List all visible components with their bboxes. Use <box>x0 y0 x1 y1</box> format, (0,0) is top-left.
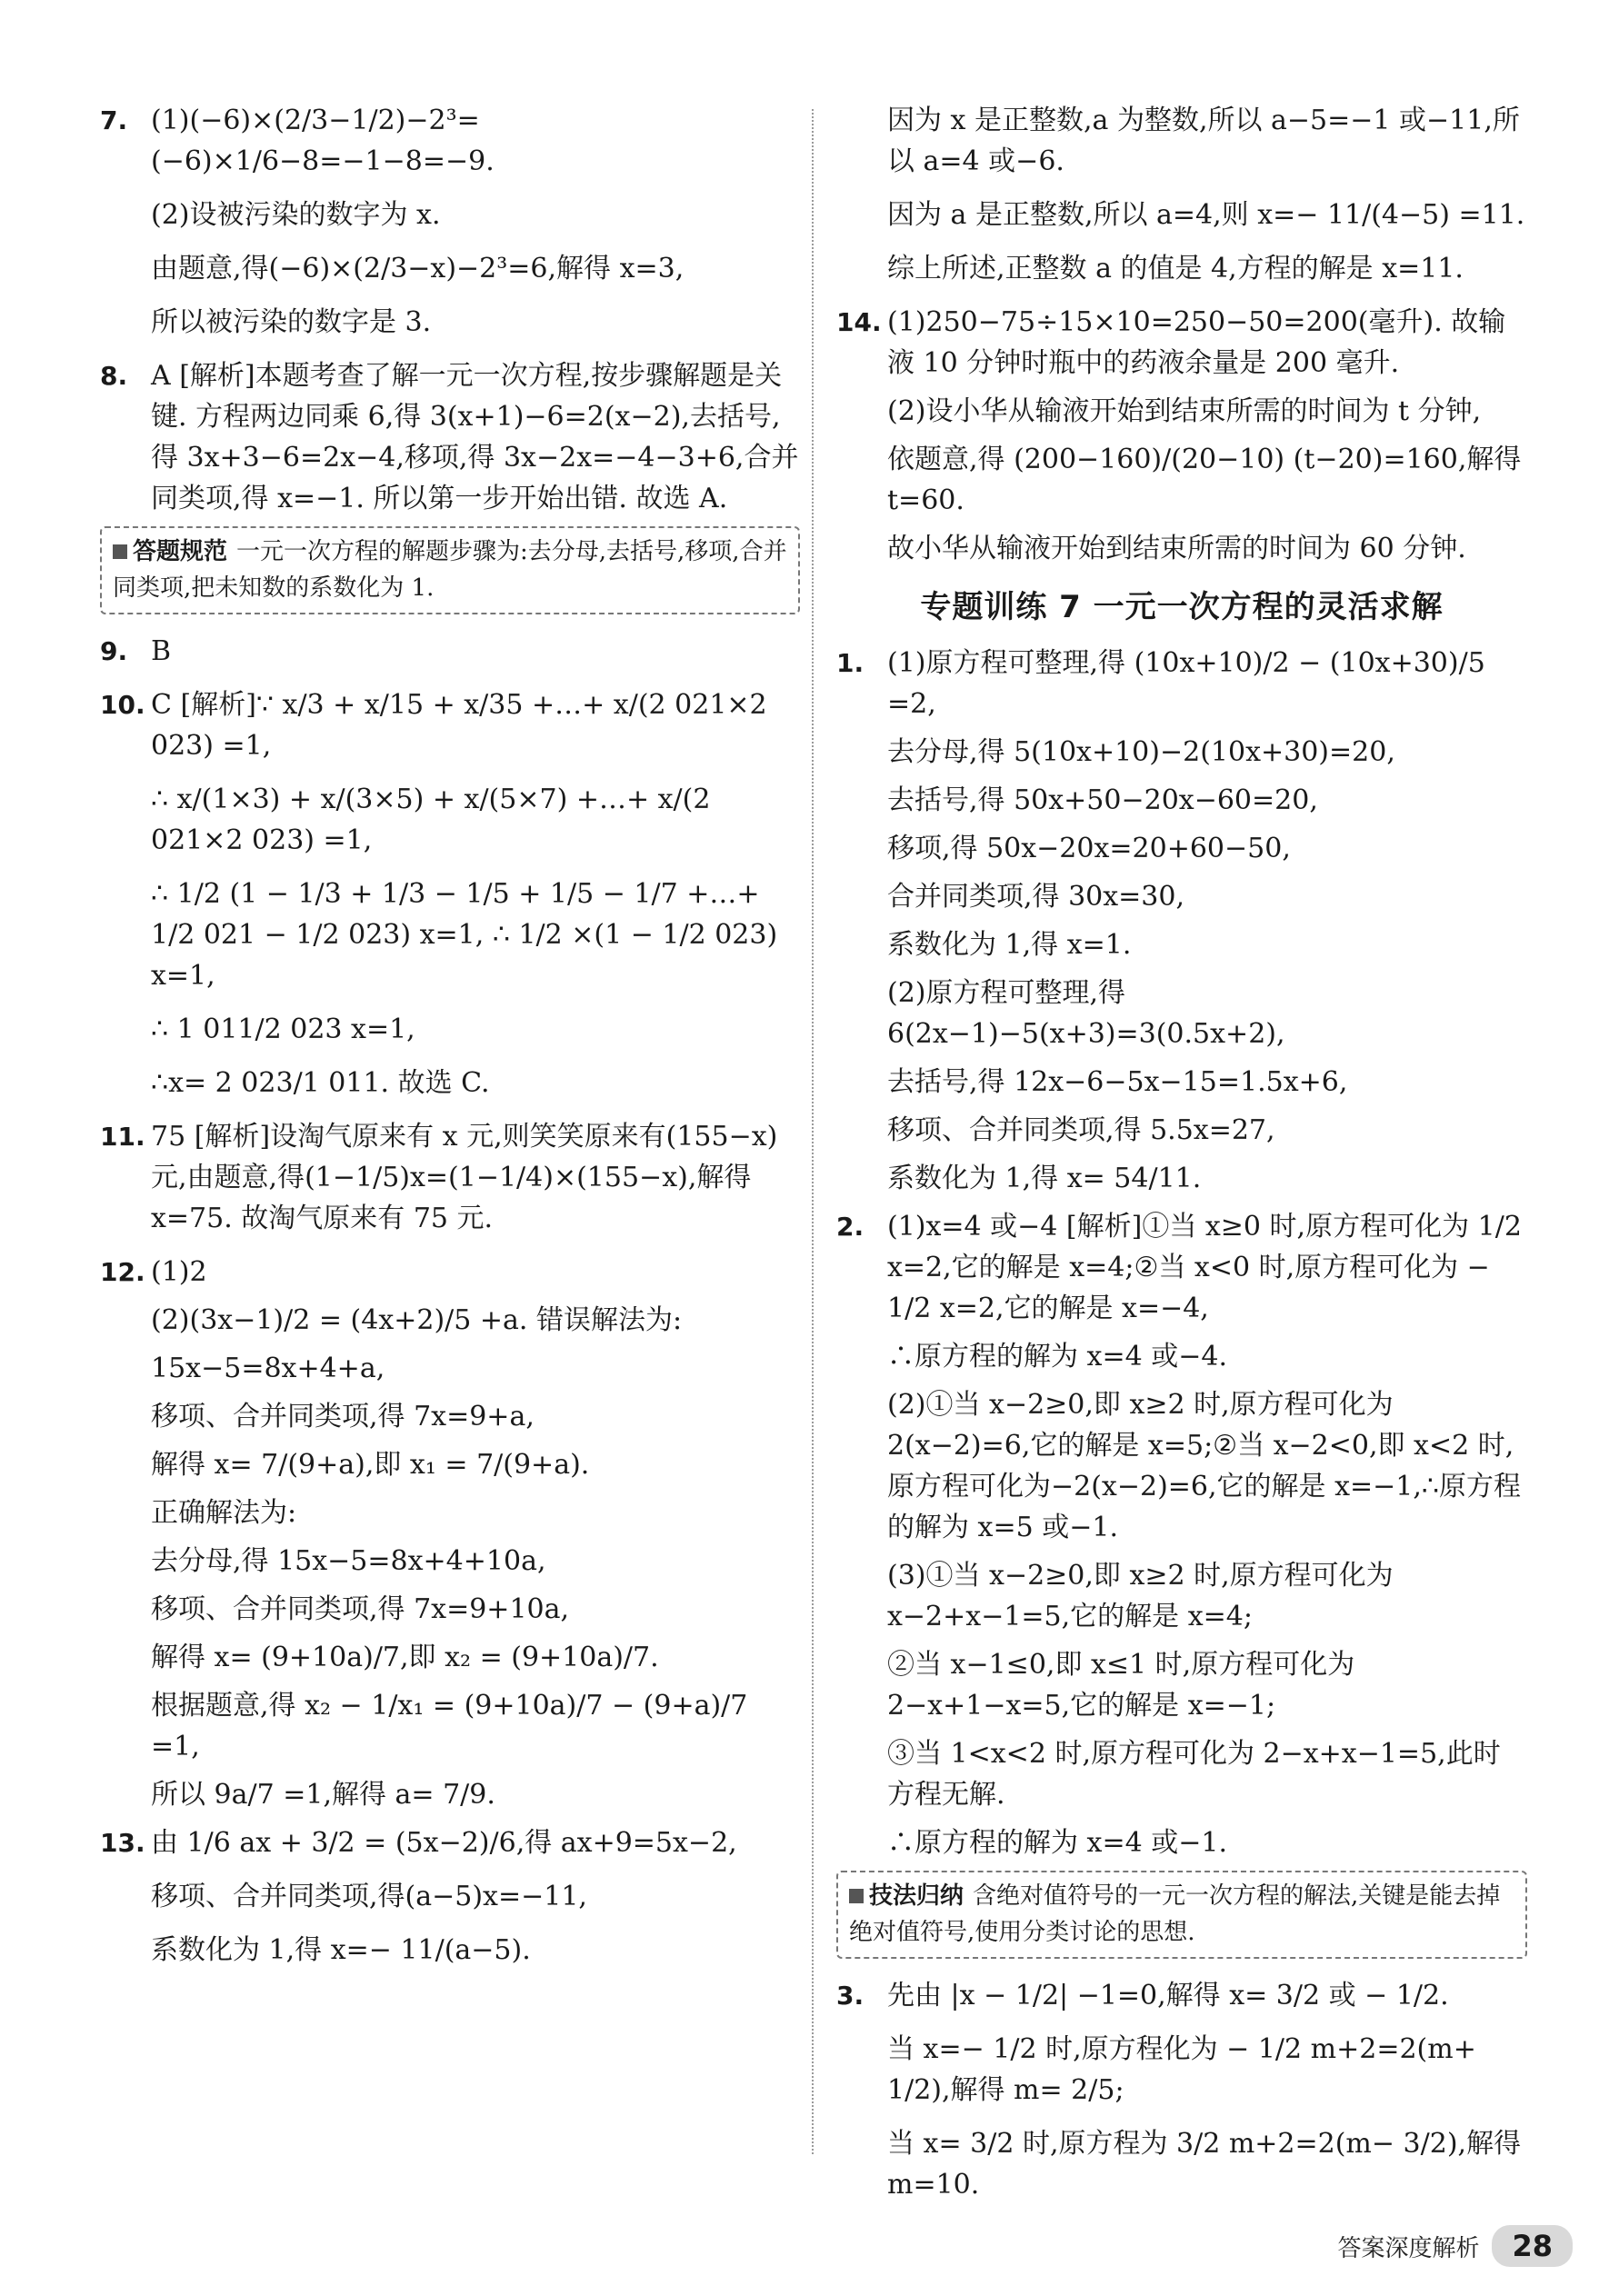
answer-line: 当 x= 3/2 时,原方程为 3/2 m+2=2(m− 3/2),解得 m=10. <box>887 2127 1530 2201</box>
tip-box-technique-summary <box>836 1871 1527 1959</box>
question-number: 2. <box>836 1212 864 1242</box>
answer-line: (1)250−75÷15×10=250−50=200(毫升). 故输液 10 分钟时瓶中的药液余量是 200 毫升. <box>887 306 1506 379</box>
answer-line: 当 x=− 1/2 时,原方程化为 − 1/2 m+2=2(m+ 1/2),解得 m= 2/5; <box>887 2032 1485 2106</box>
question-number: 13. <box>100 1827 145 1858</box>
answer-line: 系数化为 1,得 x=− 11/(a−5). <box>151 1933 531 1966</box>
answer-line: 因为 x 是正整数,a 为整数,所以 a−5=−1 或−11,所以 a=4 或−6. <box>887 105 1520 177</box>
column-divider <box>812 109 814 2154</box>
answer-7 <box>100 100 800 343</box>
answer-9 <box>100 631 800 672</box>
answer-line: 所以被污染的数字是 3. <box>151 306 432 338</box>
answer-line: ∴ x/(1×3) + x/(3×5) + x/(5×7) +…+ x/(2 021×2 023) =1, <box>151 783 719 856</box>
answer-line: 75 [解析]设淘气原来有 x 元,则笑笑原来有(155−x)元,由题意,得(1−1/5)x=(1−1/4)×(155−x),解得 x=75. 故淘气原来有 75 元. <box>151 1120 778 1234</box>
question-number: 7. <box>100 105 128 135</box>
answer-line: (3)①当 x−2≥0,即 x≥2 时,原方程可化为 x−2+x−1=5,它的解是 x=4; <box>887 1560 1403 1632</box>
box-marker-icon <box>849 1889 864 1903</box>
answer-line: 先由 |x − 1/2| −1=0,解得 x= 3/2 或 − 1/2. <box>887 1979 1449 2011</box>
answer-line: (1)2 <box>151 1255 207 1288</box>
answer-10 <box>100 684 800 1103</box>
answer-line: ∴原方程的解为 x=4 或−4. <box>887 1341 1227 1373</box>
answer-line: ②当 x−1≤0,即 x≤1 时,原方程可化为 2−x+1−x=5,它的解是 x=−1; <box>887 1649 1364 1722</box>
answer-11 <box>100 1116 800 1239</box>
answer-line: 移项、合并同类项,得 7x=9+10a, <box>151 1592 570 1625</box>
answer-14 <box>836 302 1530 569</box>
answer-line: (2)原方程可整理,得 6(2x−1)−5(x+3)=3(0.5x+2), <box>887 977 1285 1050</box>
answer-line: ∴ 1 011/2 023 x=1, <box>151 1013 415 1045</box>
answer-line: 移项、合并同类项,得(a−5)x=−11, <box>151 1880 587 1912</box>
section-title: 专题训练 7 一元一次方程的灵活求解 <box>920 589 1444 625</box>
question-number: 9. <box>100 635 128 666</box>
answer-line: (1)原方程可整理,得 (10x+10)/2 − (10x+30)/5 =2, <box>887 647 1494 720</box>
tip-box-answer-standard <box>100 526 800 614</box>
answer-line: ∴原方程的解为 x=4 或−1. <box>887 1827 1227 1859</box>
answer-13-continued <box>836 100 1527 289</box>
practice-1 <box>836 643 1527 1199</box>
page-number: 28 <box>1492 2225 1573 2267</box>
right-column <box>836 100 1531 2218</box>
answer-line: 综上所述,正整数 a 的值是 4,方程的解是 x=11. <box>887 253 1464 285</box>
practice-3 <box>836 1975 1530 2205</box>
question-number: 8. <box>100 361 128 391</box>
practice-2 <box>836 1206 1531 1863</box>
answer-line: 正确解法为: <box>151 1496 297 1529</box>
answer-line: A [解析]本题考查了解一元一次方程,按步骤解题是关键. 方程两边同乘 6,得 3(x+1)−6=2(x−2),去括号,得 3x+3−6=2x−4,移项,得 3x−2x=−4−3+6,合并同类项,得 x=−1. 所以第一步开始出错. 故选 A. <box>151 360 799 514</box>
tip-text: 含绝对值符号的一元一次方程的解法,关键是能去掉绝对值符号,使用分类讨论的思想. <box>849 1882 1501 1947</box>
answer-line: 15x−5=8x+4+a, <box>151 1352 385 1384</box>
answer-line: (2)设被污染的数字为 x. <box>151 199 441 231</box>
answer-line: (1)x=4 或−4 [解析]①当 x≥0 时,原方程可化为 1/2 x=2,它的解是 x=4;②当 x<0 时,原方程可化为 − 1/2 x=2,它的解是 x=−4, <box>887 1211 1531 1324</box>
page-footer <box>1337 2225 1573 2267</box>
answer-line: B <box>151 634 172 667</box>
answer-line: 故小华从输液开始到结束所需的时间为 60 分钟. <box>887 533 1466 564</box>
left-column <box>100 100 800 1983</box>
answer-line: (2)(3x−1)/2 = (4x+2)/5 +a. 错误解法为: <box>151 1303 683 1336</box>
answer-line: 系数化为 1,得 x=1. <box>887 929 1132 961</box>
answer-12 <box>100 1252 800 1815</box>
answer-line: 所以 9a/7 =1,解得 a= 7/9. <box>151 1778 495 1811</box>
answer-line: 去括号,得 12x−6−5x−15=1.5x+6, <box>887 1066 1348 1098</box>
answer-line: 由题意,得(−6)×(2/3−x)−2³=6,解得 x=3, <box>151 253 685 285</box>
footer-label: 答案深度解析 <box>1337 2234 1480 2262</box>
answer-line: 解得 x= 7/(9+a),即 x₁ = 7/(9+a). <box>151 1448 590 1481</box>
answer-line: 系数化为 1,得 x= 54/11. <box>887 1163 1202 1194</box>
answer-line: (2)设小华从输液开始到结束所需的时间为 t 分钟, <box>887 395 1482 427</box>
tip-label: 技法归纳 <box>869 1882 964 1910</box>
answer-line: 因为 a 是正整数,所以 a=4,则 x=− 11/(4−5) =11. <box>887 199 1525 231</box>
answer-line: C [解析]∵ x/3 + x/15 + x/35 +…+ x/(2 021×2 023) =1, <box>151 688 776 762</box>
question-number: 11. <box>100 1121 145 1152</box>
answer-8 <box>100 355 800 519</box>
answer-line: 解得 x= (9+10a)/7,即 x₂ = (9+10a)/7. <box>151 1641 659 1673</box>
question-number: 10. <box>100 689 145 720</box>
question-number: 1. <box>836 648 864 678</box>
box-marker-icon <box>113 544 127 559</box>
answer-13 <box>100 1822 800 1971</box>
question-number: 14. <box>836 307 882 337</box>
question-number: 12. <box>100 1256 145 1287</box>
answer-line: (2)①当 x−2≥0,即 x≥2 时,原方程可化为 2(x−2)=6,它的解是 x=5;②当 x−2<0,即 x<2 时,原方程可化为−2(x−2)=6,它的解是 x=−1,∴原方程的解为 x=5 或−1. <box>887 1389 1521 1543</box>
answer-line: (1)(−6)×(2/3−1/2)−2³=(−6)×1/6−8=−1−8=−9. <box>151 105 495 177</box>
answer-line: 由 1/6 ax + 3/2 = (5x−2)/6,得 ax+9=5x−2, <box>151 1826 737 1859</box>
answer-line: 移项、合并同类项,得 7x=9+a, <box>151 1400 535 1433</box>
answer-line: 依题意,得 (200−160)/(20−10) (t−20)=160,解得 t=60. <box>887 444 1530 516</box>
answer-line: 去括号,得 50x+50−20x−60=20, <box>887 784 1318 816</box>
answer-line: ③当 1<x<2 时,原方程可化为 2−x+x−1=5,此时方程无解. <box>887 1738 1501 1811</box>
answer-line: 根据题意,得 x₂ − 1/x₁ = (9+10a)/7 − (9+a)/7 =1, <box>151 1689 756 1762</box>
answer-line: 移项,得 50x−20x=20+60−50, <box>887 833 1291 864</box>
tip-label: 答题规范 <box>133 538 228 565</box>
answer-line: ∴x= 2 023/1 011. 故选 C. <box>151 1066 490 1099</box>
answer-line: ∴ 1/2 (1 − 1/3 + 1/3 − 1/5 + 1/5 − 1/7 +…+ 1/2 021 − 1/2 023) x=1, ∴ 1/2 ×(1 − 1/2 023) x=1, <box>151 877 786 992</box>
tip-text: 一元一次方程的解题步骤为:去分母,去括号,移项,合并同类项,把未知数的系数化为 1. <box>113 538 787 603</box>
answer-line: 去分母,得 15x−5=8x+4+10a, <box>151 1544 546 1577</box>
answer-line: 合并同类项,得 30x=30, <box>887 881 1185 913</box>
question-number: 3. <box>836 1980 864 2011</box>
answer-line: 移项、合并同类项,得 5.5x=27, <box>887 1114 1275 1146</box>
answer-line: 去分母,得 5(10x+10)−2(10x+30)=20, <box>887 736 1395 768</box>
